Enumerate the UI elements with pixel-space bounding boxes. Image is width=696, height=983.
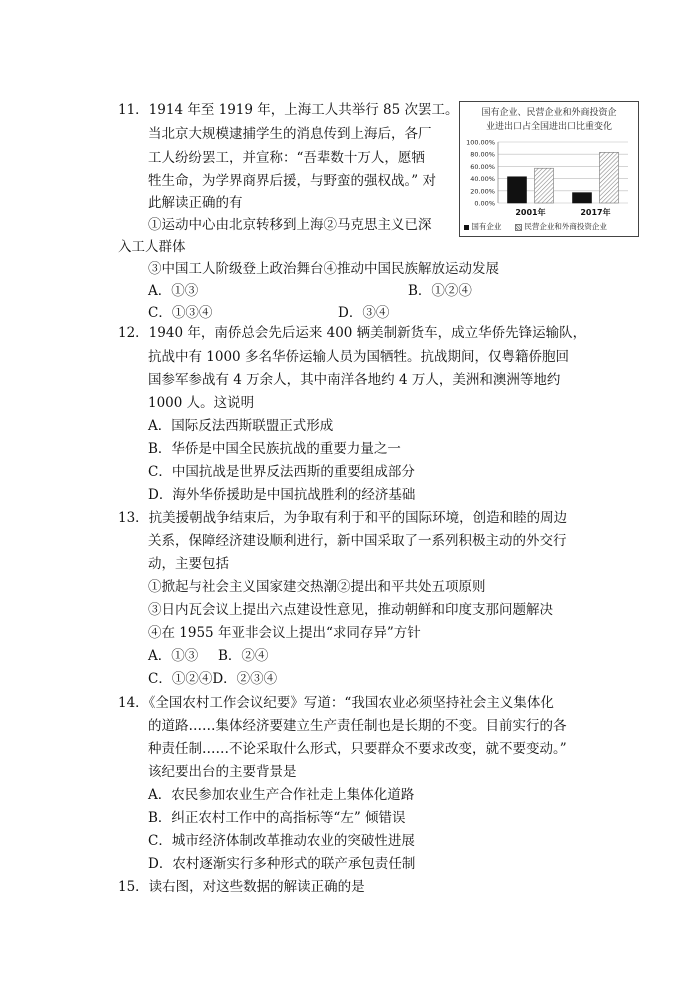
q12-line-4: 1000 人。这说明 <box>148 395 255 411</box>
bar-private-foreign-enterprise <box>600 152 619 203</box>
legend-label-state: 国有企业 <box>471 222 502 231</box>
q13-line-4: ①掀起与社会主义国家建交热潮②提出和平共处五项原则 <box>148 579 486 595</box>
q12-option-d: D．海外华侨援助是中国抗战胜利的经济基础 <box>148 487 416 503</box>
q14-line-1: 14．《全国农村工作会议纪要》写道：“我国农业必须坚持社会主义集体化 <box>118 695 554 711</box>
q13-line-6: ④在 1955 年亚非会议上提出“求同存异”方针 <box>148 625 421 641</box>
legend-swatch-private <box>515 224 522 231</box>
y-tick-label: 40.00% <box>470 175 495 184</box>
x-category-label: 2001年 <box>515 208 546 217</box>
q12-option-a: A．国际反法西斯联盟正式形成 <box>148 418 334 434</box>
chart-title-line-2: 业进出口占全国进出口比重变化 <box>485 122 612 132</box>
q11-line-1: 11．1914 年至 1919 年，上海工人共举行 85 次罢工。 <box>118 102 459 118</box>
legend-item-private <box>515 222 607 232</box>
y-tick-label: 60.00% <box>470 162 495 171</box>
q14-line-3: 种责任制……不论采取什么形式，只要群众不要求改变，就不要变动。” <box>148 741 567 757</box>
y-tick-label: 100.00% <box>466 138 495 147</box>
q11-line-7: 入工人群体 <box>118 239 186 255</box>
q11-line-8: ③中国工人阶级登上政治舞台④推动中国民族解放运动发展 <box>148 261 499 277</box>
q13-line-5: ③日内瓦会议上提出六点建设性意见，推动朝鲜和印度支那问题解决 <box>148 602 553 618</box>
q12-option-b: B．华侨是中国全民族抗战的重要力量之一 <box>148 441 401 457</box>
q11-line-3: 工人纷纷罢工，并宣称：“吾辈数十万人，愿牺 <box>148 150 425 166</box>
y-tick-label: 80.00% <box>470 150 495 159</box>
q13-line-1: 13．抗美援朝战争结束后，为争取有利于和平的国际环境，创造和睦的周边 <box>118 510 568 526</box>
y-tick-label: 20.00% <box>470 187 495 196</box>
q12-line-2: 抗战中有 1000 多名华侨运输人员为国牺牲。抗战期间，仅粤籍侨胞回 <box>148 349 569 365</box>
q13-option-b: B．②④ <box>218 648 269 664</box>
q12-line-1: 12．1940 年，南侨总会先后运来 400 辆美制新货车，成立华侨先锋运输队， <box>118 325 587 341</box>
q14-option-c: C．城市经济体制改革推动农业的突破性进展 <box>148 833 415 849</box>
legend-swatch-state <box>464 225 469 230</box>
q11-option-c: C．①③④ <box>148 305 213 321</box>
bar-state-enterprise <box>508 177 527 203</box>
y-tick-label: 0.00% <box>474 199 495 208</box>
q14-line-4: 该纪要出台的主要背景是 <box>148 764 297 780</box>
q13-option-a: A．①③ <box>148 648 199 664</box>
q11-line-2: 当北京大规模逮捕学生的消息传到上海后，各厂 <box>148 126 432 142</box>
q14-option-d: D．农村逐渐实行多种形式的联产承包责任制 <box>148 856 416 872</box>
chart-title-line-1: 国有企业、民营企业和外商投资企 <box>481 108 617 118</box>
legend-label-private: 民营企业和外商投资企业 <box>524 222 607 231</box>
q11-line-6: ①运动中心由北京转移到上海②马克思主义已深 <box>148 217 432 233</box>
q13-option-cd: C．①②④D．②③④ <box>148 671 278 687</box>
x-category-label: 2017年 <box>580 208 611 217</box>
legend-item-state <box>464 222 501 232</box>
bar-chart <box>459 101 639 237</box>
chart-plot <box>460 102 638 236</box>
q11-line-5: 此解读正确的有 <box>148 195 243 211</box>
q11-option-b: B．①②④ <box>408 283 472 299</box>
q15-line-1: 15．读右图，对这些数据的解读正确的是 <box>118 879 365 895</box>
q14-line-2: 的道路……集体经济要建立生产责任制也是长期的不变。目前实行的各 <box>148 718 567 734</box>
q13-line-2: 关系，保障经济建设顺利进行，新中国采取了一系列积极主动的外交行 <box>148 533 567 549</box>
q11-line-4: 牲生命，为学界商界后援，与野蛮的强权战。” 对 <box>148 173 436 189</box>
q13-line-3: 动，主要包括 <box>148 556 229 572</box>
q12-option-c: C．中国抗战是世界反法西斯的重要组成部分 <box>148 464 415 480</box>
q14-option-b: B．纠正农村工作中的高指标等“左” 倾错误 <box>148 810 406 826</box>
bar-state-enterprise <box>573 193 592 203</box>
q11-option-a: A．①③ <box>148 283 199 299</box>
bar-private-foreign-enterprise <box>535 168 554 203</box>
q14-option-a: A．农民参加农业生产合作社走上集体化道路 <box>148 787 415 803</box>
q12-line-3: 国参军参战有 4 万余人，其中南洋各地约 4 万人，美洲和澳洲等地约 <box>148 372 561 388</box>
q11-option-d: D．③④ <box>338 305 390 321</box>
